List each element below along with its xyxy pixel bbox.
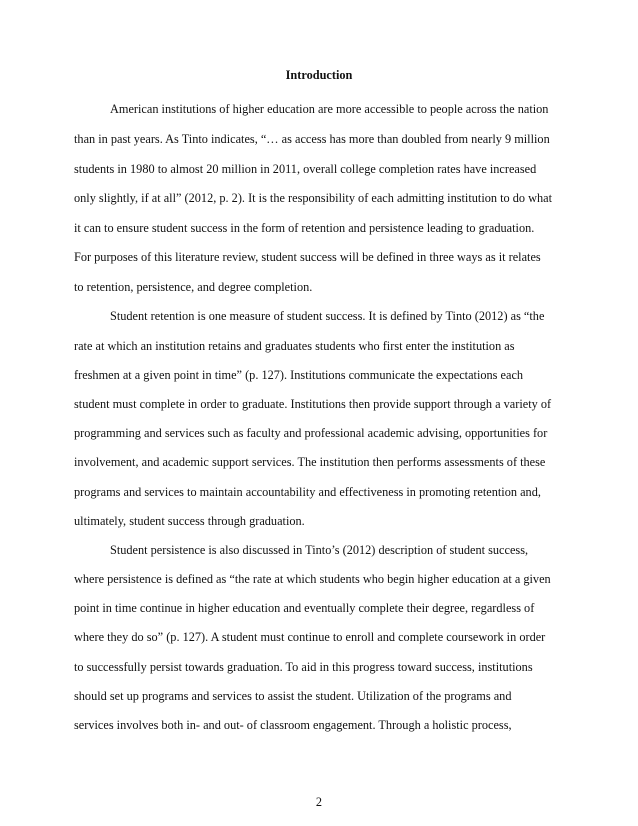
text-line: services involves both in- and out- of classroom engagement. Through a holistic process, <box>74 718 512 732</box>
text-line: it can to ensure student success in the form of retention and persistence leading to graduation. <box>74 221 535 235</box>
text-line: ultimately, student success through graduation. <box>74 514 305 528</box>
text-line: point in time continue in higher education and eventually complete their degree, regardless of <box>74 601 535 615</box>
text-line: should set up programs and services to assist the student. Utilization of the programs and <box>74 689 512 703</box>
text-line: to successfully persist towards graduation. To aid in this progress toward success, institutions <box>74 660 533 674</box>
text-line: For purposes of this literature review, student success will be defined in three ways as it relates <box>74 250 541 264</box>
text-line: freshmen at a given point in time” (p. 127). Institutions communicate the expectations each <box>74 368 524 382</box>
text-line: than in past years. As Tinto indicates, “… as access has more than doubled from nearly 9 million <box>74 132 550 146</box>
text-line: student must complete in order to graduate. Institutions then provide support through a variety of <box>74 397 552 411</box>
text-line: programs and services to maintain accountability and effectiveness in promoting retention and, <box>74 485 541 499</box>
section-heading: Introduction <box>285 68 353 82</box>
text-line: only slightly, if at all” (2012, p. 2). It is the responsibility of each admitting institution to do what <box>74 191 553 205</box>
page-number: 2 <box>315 795 323 809</box>
text-line: Student retention is one measure of student success. It is defined by Tinto (2012) as “the <box>110 309 545 323</box>
text-line: to retention, persistence, and degree completion. <box>74 280 313 294</box>
text-line: where persistence is defined as “the rate at which students who begin higher education at a given <box>74 572 551 586</box>
text-line: American institutions of higher education are more accessible to people across the nation <box>110 102 549 116</box>
text-line: where they do so” (p. 127). A student must continue to enroll and complete coursework in order <box>74 630 546 644</box>
text-line: students in 1980 to almost 20 million in 2011, overall college completion rates have increased <box>74 162 537 176</box>
text-line: rate at which an institution retains and graduates students who first enter the institution as <box>74 339 515 353</box>
text-line: Student persistence is also discussed in Tinto’s (2012) description of student success, <box>110 543 529 557</box>
text-line: involvement, and academic support services. The institution then performs assessments of these <box>74 455 546 469</box>
text-line: programming and services such as faculty and professional academic advising, opportunities for <box>74 426 548 440</box>
